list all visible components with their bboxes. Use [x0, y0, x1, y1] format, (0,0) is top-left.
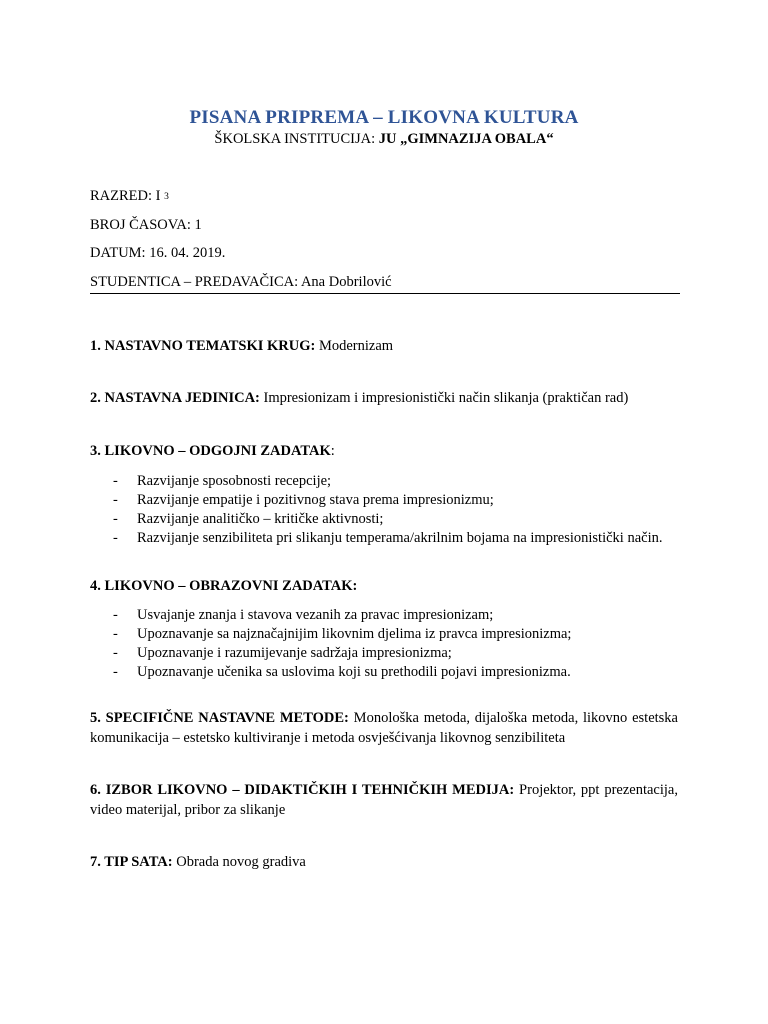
dash-bullet: -: [113, 492, 118, 508]
institution-value: JU „GIMNAZIJA OBALA“: [378, 131, 554, 147]
institution-label: ŠKOLSKA INSTITUCIJA:: [214, 131, 379, 147]
section-mediji: [90, 780, 678, 820]
broj-casova-line: BROJ ČASOVA: 1: [90, 217, 202, 233]
list-item: [90, 663, 690, 682]
list-item-text: Razvijanje sposobnosti recepcije;: [137, 473, 332, 489]
dash-bullet: -: [113, 530, 118, 546]
section-5-value: Monološka metoda, dijaloška metoda, likovno estetska komunikacija – estetsko kultiviranje i metoda osvješćivanja likovnog senzibiliteta: [90, 710, 678, 746]
document-title: PISANA PRIPREMA – LIKOVNA KULTURA: [189, 107, 579, 128]
section-2-label: 2. NASTAVNA JEDINICA:: [90, 390, 260, 406]
list-item-text: Razvijanje empatije i pozitivnog stava prema impresionizmu;: [137, 492, 494, 508]
studentica-line: STUDENTICA – PREDAVAČICA: Ana Dobrilović: [90, 274, 392, 290]
institution-line: [0, 131, 768, 148]
razred-label: RAZRED: I: [90, 188, 165, 204]
list-item: [90, 606, 690, 625]
section-7-label: 7. TIP SATA:: [90, 854, 173, 870]
razred-line: [90, 188, 169, 205]
list-item: [90, 472, 690, 491]
list-item: [90, 625, 690, 644]
obrazovni-zadatak-list: [90, 606, 690, 682]
section-obrazovni-zadatak: [90, 578, 678, 595]
list-item: [90, 491, 690, 510]
dash-bullet: -: [113, 645, 118, 661]
section-1-value: Modernizam: [315, 338, 394, 354]
section-odgojni-zadatak: [90, 443, 678, 460]
dash-bullet: -: [113, 607, 118, 623]
list-item-text: Razvijanje analitičko – kritičke aktivnosti;: [137, 511, 384, 527]
header-divider: [90, 293, 680, 294]
datum-line: DATUM: 16. 04. 2019.: [90, 245, 226, 261]
dash-bullet: -: [113, 473, 118, 489]
section-3-label: 3. LIKOVNO – ODGOJNI ZADATAK: [90, 443, 331, 459]
section-nastavna-jedinica: [90, 390, 678, 407]
section-nastavne-metode: [90, 708, 678, 748]
section-tematski-krug: [90, 338, 678, 355]
list-item: [90, 510, 690, 529]
list-item: [90, 529, 690, 548]
list-item-text: Upoznavanje sa najznačajnijim likovnim djelima iz pravca impresionizma;: [137, 626, 572, 642]
dash-bullet: -: [113, 511, 118, 527]
section-6-value: Projektor, ppt prezentacija, video materijal, pribor za slikanje: [90, 782, 678, 818]
razred-number: 3: [164, 192, 169, 202]
dash-bullet: -: [113, 664, 118, 680]
list-item-text: Razvijanje senzibiliteta pri slikanju temperama/akrilnim bojama na impresionistički način.: [137, 530, 663, 546]
list-item: [90, 644, 690, 663]
section-2-value: Impresionizam i impresionistički način slikanja (praktičan rad): [259, 390, 629, 406]
section-3-suffix: :: [330, 443, 335, 459]
list-item-text: Upoznavanje i razumijevanje sadržaja impresionizma;: [137, 645, 452, 661]
section-5-label: 5. SPECIFIČNE NASTAVNE METODE:: [90, 710, 349, 726]
list-item-text: Usvajanje znanja i stavova vezanih za pravac impresionizam;: [137, 607, 494, 623]
section-6-label: 6. IZBOR LIKOVNO – DIDAKTIČKIH I TEHNIČKIH MEDIJA:: [90, 782, 515, 798]
section-1-label: 1. NASTAVNO TEMATSKI KRUG:: [90, 338, 316, 354]
section-7-value: Obrada novog gradiva: [172, 854, 306, 870]
section-tip-sata: [90, 854, 678, 871]
list-item-text: Upoznavanje učenika sa uslovima koji su prethodili pojavi impresionizma.: [137, 664, 571, 680]
odgojni-zadatak-list: [90, 472, 690, 548]
dash-bullet: -: [113, 626, 118, 642]
section-4-label: 4. LIKOVNO – OBRAZOVNI ZADATAK:: [90, 578, 358, 594]
